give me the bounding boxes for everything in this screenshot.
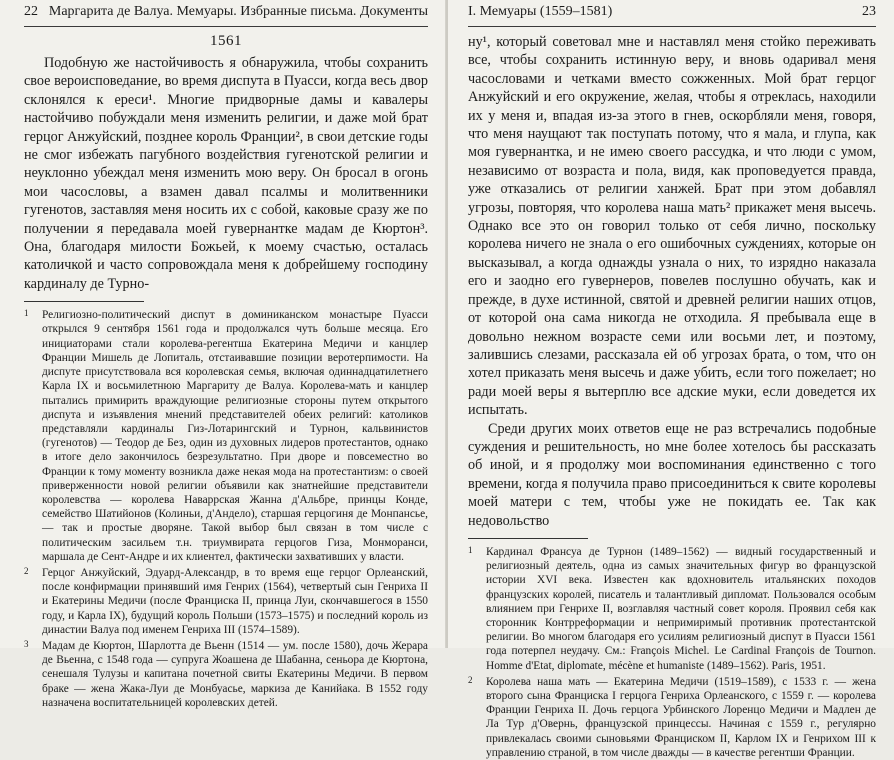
footnote-text: Религиозно-политический диспут в доминиканском монастыре Пуасси открылся 9 сентября 1561 года и продолжался чуть больше месяца. Его инициаторами стали королева-регентша Екатерина Медичи и канцлер Франции Мишель де Лопиталь, отстаивавшие позиции веротерпимости. На диспуте присутствовала вся королевская семья, включая одиннадцатилетнего Карла IX и восьмилетнюю Маргариту де Валуа. Королева-мать и канцлер пытались примирить враждующие религиозные стороны путем открытого диспута и изъявления мнений представителей обеих религий: католиков представляли кардиналы Гиз-Лотарингский и Турнон, кальвинистов (гугенотов) — Теодор де Без, один из духовных лидеров протестантов, однако в итоге дело закончилось безрезультатно. При дворе и повсеместно во Франции к тому моменту возникла даже некая мода на протестантизм: о своей приверженности новой религии объявили как знатнейшие представители королевства — королева Наваррская Жанна д'Альбре, принцы Конде, семейство Шатийонов (Колиньи, д'Андело), старшая герцогиня де Монпансье, — так и простые дворяне. Такой выбор был связан в том числе с политическим засильем т.н. триумвирата герцогов Гиза, Монморанси, маршала де Сент-Андре и их клиентел, фактически захвативших у власти. [42, 309, 428, 563]
footnote-text: Мадам де Кюртон, Шарлотта де Вьенн (1514 — ум. после 1580), дочь Жерара де Вьенна, с 1548 года — супруга Жоашена де Шабанна, сеньора де Кюртона, сенешаля Тулузы и капитана почетной свиты Екатерины Медичи. В первом браке — жена Жака-Луи де Монбуасье, маркиза де Канийака. В 1552 году назначена воспитательницей королевских детей. [42, 639, 428, 709]
footnote-text: Кардинал Франсуа де Турнон (1489–1562) — видный государственный и религиозный деятель, одна из самых значительных фигур во французской истории XVI века. Известен как вдохновитель итальянских походов французских королей, писатель и талантливый дипломат. Пользовался особым влиянием при Генрихе II, возглавляя частный совет короля. Проявил себя как сторонник Контрреформации и непримиримый противник протестантской религии. Во многом благодаря его усилиям религиозный диспут в Пуасси 1561 года потерпел неудачу. См.: François Michel. Le Cardinal François de Tournon. Homme d'Etat, diplomate, mécène et humaniste (1489–1562). Paris, 1951. [486, 545, 876, 672]
footnote-mark: 2 [468, 674, 473, 685]
footnote-mark: 3 [24, 638, 29, 649]
right-page [448, 0, 894, 759]
left-paragraph: Подобную же настойчивость я обнаружила, чтобы сохранить свое вероисповедание, во время диспута в Пуасси, когда весь двор склонялся к ереси¹. Многие придворные дамы и кавалеры настойчиво побуждали меня изменить религии, и даже мой брат герцог Анжуйский, позднее король Франции², в свои детские годы не смог избежать пагубного воздействия гугенотской религии и неуклонно убеждал меня изменить мою веру. Он бросал в огонь мои часословы, а взамен давал псалмы и молитвенники гугенотов, заставляя меня носить их с собой, каковые сразу же по получении я передавала моей гувернантке мадам де Кюртон³. Она, благодаря милости Божьей, к моему счастью, осталась католичкой и часто сопровождала меня к добрейшему господину кардиналу де Турно- [24, 55, 428, 292]
right-running-header [468, 4, 876, 27]
right-page-number: 23 [862, 4, 876, 19]
right-paragraph: ну¹, который советовал мне и наставлял меня стойко переживать все, чтобы сохранить истинную веру, и вновь одаривал меня часословами и четками вместо сожженных. Мой брат герцог Анжуйский и его окружение, желая, чтобы я отреклась, находили их у меня и, впадая из-за этого в гнев, оскорбляли меня, говоря, что меня наущают так поступать потому, что я мала, и глупа, как моя гувернантка, и не имею своего рассудка, и что люди с умом, независимо от возраста и пола, видя, как проповедуется правда, уже отказались от религии ханжей. Брат при этом добавлял угрозы, повторяя, что королева наша мать² прикажет меня высечь. Однако все это он говорил только от себя лично, поскольку королева ничего не знала о его ошибочных суждениях, которые он высказывал, а когда однажды узнала о них, то изрядно наказала его и заодно его гувернеров, повелев послушно обучать, как и прежде, в духе истинной, святой и древней религии наших отцов, от которой она сама никогда не отходила. Я пребывала еще в довольно нежном возрасте семи или восьми лет, и поэтому, залившись слезами, рассказала ей об угрозах брата, о том, что он хотел приказать меня высечь и даже убить, если того пожелает; но ради моей веры я вытерплю все адские муки, если доведется их испытать. [468, 34, 876, 419]
footnote [24, 308, 428, 564]
left-running-header [24, 4, 428, 27]
right-body [468, 33, 876, 530]
right-paragraph: Среди других моих ответов еще не раз встречались подобные суждения и решительность, но мне более хотелось бы рассказать об иной, и я продолжу мои воспоминания единственно с того времени, когда я получила право присоединиться к свите королевы моей матери с тем, чтобы уже не покидать ее. Так как недовольство [468, 420, 876, 529]
footnote-rule [468, 538, 588, 539]
footnote-mark: 1 [24, 308, 29, 319]
right-footnotes [468, 545, 876, 760]
left-page [0, 0, 446, 709]
left-running-title: Маргарита де Валуа. Мемуары. Избранные письма. Документы [48, 4, 428, 19]
footnote-text: Королева наша мать — Екатерина Медичи (1519–1589), с 1533 г. — жена второго сына Франциска I герцога Генриха Орлеанского, с 1559 г. — королева Франции Генриха II. Дочь герцога Урбинского Лоренцо Медичи и Мадлен де Ла Тур д'Овернь, французской принцессы. Начиная с 1559 г., регулярно привлекалась своими сыновьями Франциском II, Карлом IX и Генрихом III к управлению страной, в том числе дважды — в качестве регентши Франции. [486, 675, 876, 759]
footnote-mark: 1 [468, 544, 473, 555]
left-page-number: 22 [24, 4, 38, 19]
footnote [24, 566, 428, 637]
left-body [24, 54, 428, 293]
footnote-mark: 2 [24, 565, 29, 576]
right-running-title: I. Мемуары (1559–1581) [468, 4, 613, 19]
footnote [468, 675, 876, 760]
footnote [468, 545, 876, 673]
footnote-text: Герцог Анжуйский, Эдуард-Александр, в то время еще герцог Орлеанский, после конфирмации принявший имя Генрих (1564), четвертый сын Генриха II и Екатерины Медичи (после Франциска II, принца Луи, скончавшегося в 1550 году, и Карла IX), будущий король Польши (1573–1575) и последний король из династии Валуа под именем Генриха III (1574–1589). [42, 566, 428, 636]
section-year: 1561 [210, 33, 242, 49]
left-footnotes [24, 308, 428, 710]
footnote-rule [24, 301, 144, 302]
footnote [24, 639, 428, 710]
